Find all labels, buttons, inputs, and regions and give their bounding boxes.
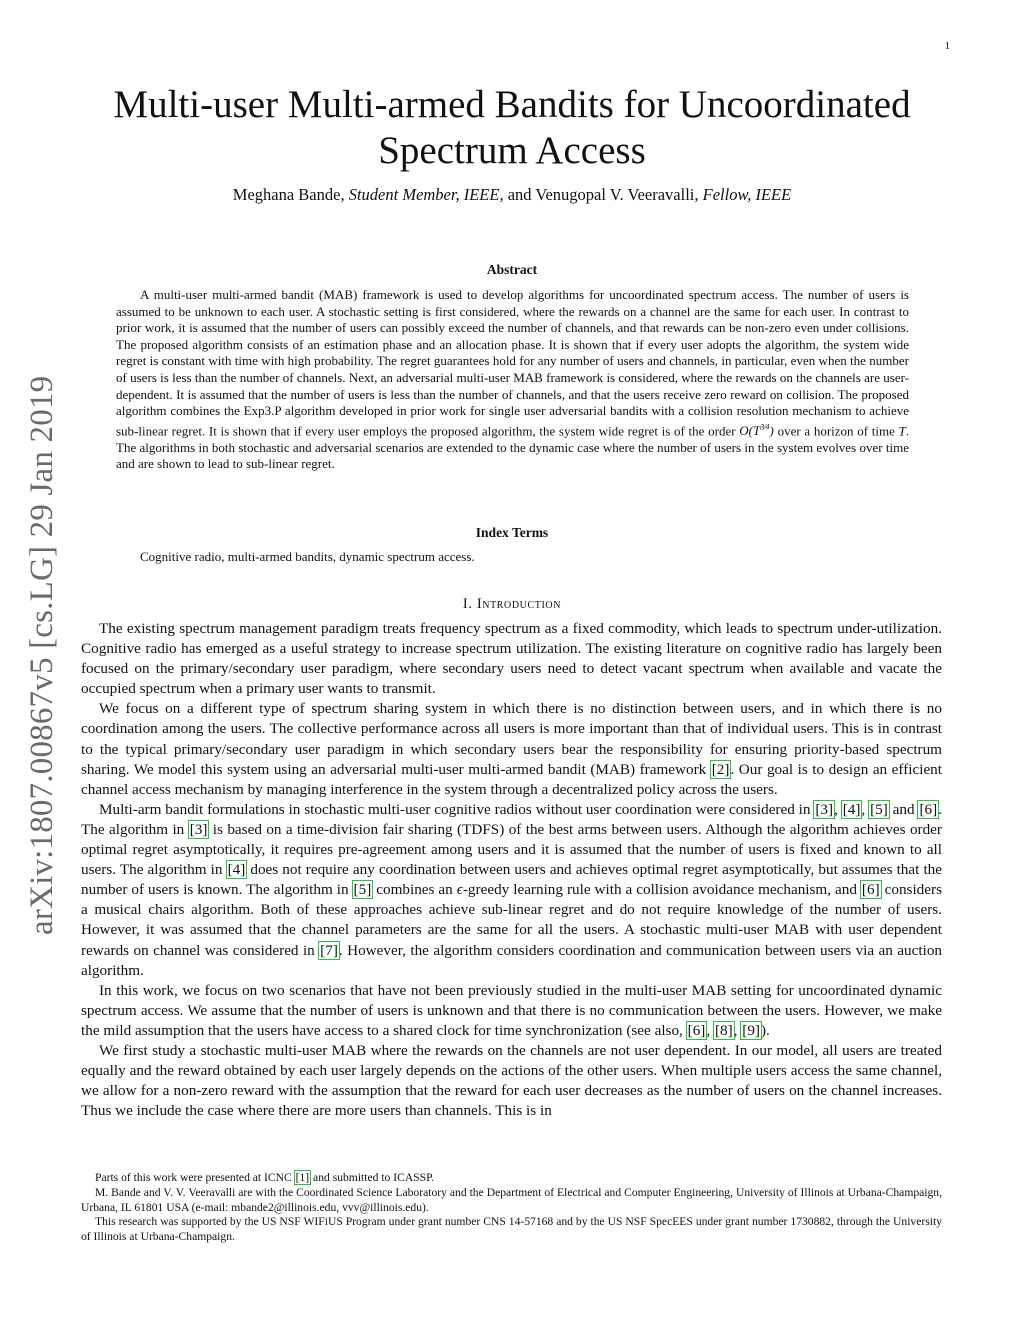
citation-link[interactable]: [5] [870, 800, 888, 818]
paragraph: We focus on a different type of spectrum sharing system in which there is no distinction between users, and in which there is no coordination among the users. The collective performance across all users is more important than that of individual users. This is in contrast to the typical primary/secondary user paradigm in which secondary users bear the responsibility for ensuring priority-based spectrum sharing. We model this system using an adversarial multi-user multi-armed bandit (MAB) framework [2]. Our goal is to design an efficient channel access mechanism by managing interference in the system through a decentralized policy across the users. [81, 700, 942, 798]
abstract-heading: Abstract [486, 262, 538, 277]
footnote: Parts of this work were presented at ICNC [1] and submitted to ICASSP. [95, 1171, 435, 1184]
citation-link[interactable]: [3] [189, 820, 208, 838]
introduction-body [81, 619, 942, 1121]
author-name: Meghana Bande, [232, 185, 349, 204]
citation-link[interactable]: [6] [861, 881, 880, 899]
arxiv-stamp: arXiv:1807.00867v5 [cs.LG] 29 Jan 2019 [24, 375, 60, 935]
citation-link[interactable]: [8] [714, 1021, 733, 1039]
author-affiliation: Fellow, IEEE [702, 185, 792, 204]
footnote: M. Bande and V. V. Veeravalli are with the Coordinated Science Laboratory and the Department of Electrical and Computer Engineering, University of Illinois at Urbana-Champaign, Urbana, IL 61801 USA (e-mail: mbande2@illinois.edu, vvv@illinois.edu). [81, 1185, 942, 1214]
section-heading: I. Introduction [462, 596, 562, 612]
author-line [80, 185, 944, 205]
paragraph: The existing spectrum management paradigm treats frequency spectrum as a fixed commodity, which leads to spectrum under-utilization. Cognitive radio has emerged as a useful strategy to increase spectrum utilization. The existing literature on cognitive radio has largely been focused on the primary/secondary user paradigm, where secondary users need to detect vacant spectrum when available and vacate the occupied spectrum when a primary user wants to transmit. [81, 620, 942, 698]
page-number: 1 [944, 40, 950, 52]
paper-title: Multi-user Multi-armed Bandits for Uncoordinated Spectrum Access [113, 83, 911, 172]
citation-link[interactable]: [5] [353, 881, 372, 899]
citation-link[interactable]: [3] [815, 800, 834, 818]
index-terms-text: Cognitive radio, multi-armed bandits, dynamic spectrum access. [140, 549, 475, 564]
citation-link[interactable]: [7] [320, 941, 338, 959]
citation-link[interactable]: [9] [742, 1021, 760, 1039]
order-math: $O(T^{3⁄4})$ [739, 422, 774, 439]
abstract-text: A multi-user multi-armed bandit (MAB) framework is used to develop algorithms for uncoordinated spectrum access. The number of users is assumed to be unknown to each user. A stochastic setting is first considered, where the rewards on a channel are the same for each user. In contrast to prior work, it is assumed that the number of users can possibly exceed the number of channels, and that rewards can be non-zero even under collisions. The proposed algorithm consists of an estimation phase and an allocation phase. It is shown that if every user adopts the algorithm, the system wide regret is constant with time with high probability. The regret guarantees hold for any number of users and channels, in particular, even when the number of users is less than the number of channels. Next, an adversarial multi-user MAB framework is considered, where the rewards on the channels are user-dependent. It is assumed that the number of users is less than the number of channels, and that the users receive zero reward on collision. The proposed algorithm combines the Exp3.P algorithm developed in prior work for single user adversarial bandits with a collision resolution mechanism to achieve sub-linear regret. It is shown that if every user employs the proposed algorithm, the system wide regret is of the order $O(T^{3⁄4})$ over a horizon of time T. The algorithms in both stochastic and adversarial scenarios are extended to the dynamic case where the number of users in the system evolves over time and are shown to lead to sub-linear regret. [116, 287, 910, 472]
paragraph: In this work, we focus on two scenarios that have not been previously studied in the multi-user MAB setting for uncoordinated dynamic spectrum access. We assume that the number of users is unknown and that there is no communication between the users. However, we make the mild assumption that the users have access to a shared clock for time synchronization (see also, [6], [8], [9]). [81, 981, 942, 1039]
citation-link[interactable]: [6] [687, 1021, 706, 1039]
citation-link[interactable]: [2] [711, 760, 730, 778]
footnotes [81, 1171, 942, 1245]
author-affiliation: Student Member, IEEE, [348, 185, 504, 204]
footnote: This research was supported by the US NSF WIFiUS Program under grant number CNS 14-57168 and by the US NSF SpecEES under grant number 1730882, through the University of Illinois at Urbana-Champaign. [81, 1215, 942, 1244]
paragraph: Multi-arm bandit formulations in stochastic multi-user cognitive radios without user coordination were considered in [3], [4], [5] and [6]. The algorithm in [3] is based on a time-division fair sharing (TDFS) of the best arms between users. Although the algorithm achieves order optimal regret asymptotically, it requires pre-agreement among users and it is assumed that the number of users is fixed and known to all users. The algorithm in [4] does not require any coordination between users and achieves optimal regret asymptotically, but assumes that the number of users is known. The algorithm in [5] combines an ϵ-greedy learning rule with a collision avoidance mechanism, and [6] considers a musical chairs algorithm. Both of these approaches achieve sub-linear regret and do not require knowledge of the number of users. However, it was assumed that the channel parameters are the same for all the users. A stochastic multi-user MAB with user dependent rewards on channel was considered in [7]. However, the algorithm considers coordination and communication between users via an auction algorithm. [81, 800, 943, 979]
author-name: and Venugopal V. Veeravalli, [503, 185, 703, 204]
horizon-var: T [898, 423, 906, 439]
citation-link[interactable]: [6] [919, 800, 938, 818]
citation-link[interactable]: [1] [295, 1171, 310, 1184]
citation-link[interactable]: [4] [227, 861, 246, 879]
index-terms-heading: Index Terms [475, 525, 549, 540]
citation-link[interactable]: [4] [842, 800, 861, 818]
paragraph: We first study a stochastic multi-user MAB where the rewards on the channels are not user dependent. In our model, all users are treated equally and the reward obtained by each user largely depends on the actions of the other users. When multiple users access the same channel, we allow for a non-zero reward with the assumption that the reward for each user decreases as the number of users on the channel increases. Thus we include the case where there are more users than channels. This is in [81, 1041, 942, 1120]
